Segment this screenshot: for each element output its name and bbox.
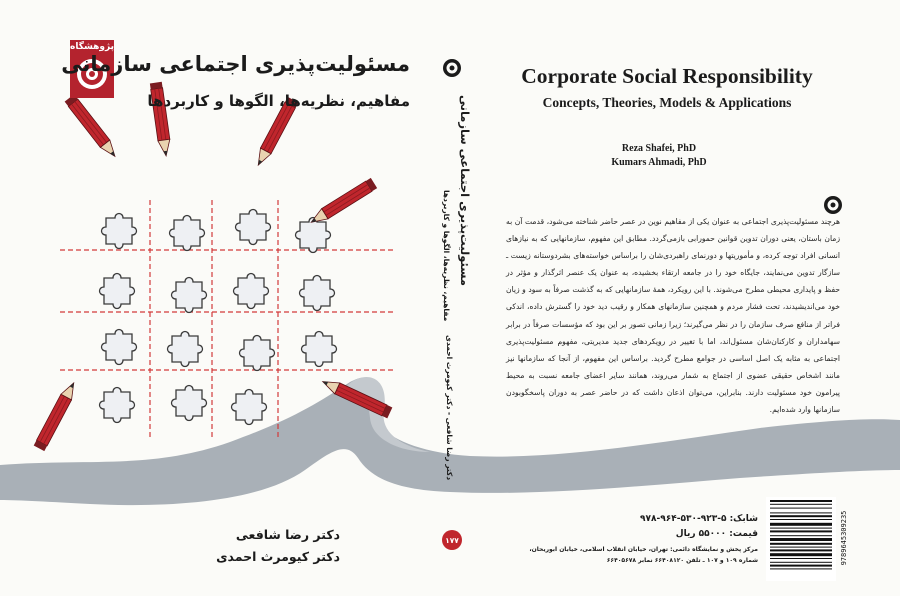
barcode-digits bbox=[838, 500, 850, 580]
spine-title: مسئولیت‌پذیری اجتماعی سازمانی bbox=[458, 95, 472, 286]
puzzle-piece-icon bbox=[102, 214, 137, 249]
publisher-name: پژوهشگاه bbox=[70, 42, 114, 52]
price-text: قیمت: ۵۵۰۰۰ ریال bbox=[675, 529, 758, 539]
puzzle-piece-icon bbox=[172, 386, 207, 421]
pencil-icon bbox=[308, 178, 377, 227]
puzzle-piece-icon bbox=[172, 278, 207, 313]
spine-number: ۱۷۷ bbox=[445, 536, 459, 545]
back-title-en: Corporate Social Responsibility bbox=[521, 64, 813, 88]
puzzle-piece-icon bbox=[234, 274, 269, 309]
back-author-2-en: Kumars Ahmadi, PhD bbox=[611, 157, 707, 168]
puzzle-piece-icon bbox=[302, 332, 337, 367]
spine-logo-icon bbox=[443, 59, 461, 77]
back-blurb: هرچند مسئولیت‌پذیری اجتماعی به عنوان یکی از مفاهیم نوین در عصر حاضر شناخته می‌شود، قدمت آن به زمان باستان، یعنی دوران تدوین قوانین حمورابی بازمی‌گردد. مطابق این مفهوم، سازمانهایی که به نیازهای انسانی افراد توجه کرده، و مأموریتها و دورنمای راهبردی‌شان را براساس خواسته‌های بشردوستانه زیست ـ سازگار تدوین می‌نمایند، جایگاه خود را در جامعه ارتقاء بخشیده، به عنوان یک عنصر اثرگذار و مؤثر در حفظ و پایداری محیطی مطرح می‌شوند. با این رویکرد، همهٔ سازمانهایی که به گذشت صرفاً به سود و زیان خود می‌اندیشیدند، تحت فشار مردم و همچنین سازمانهای همکار و رقیب دید خود را گسترش داده، اندکی فراتر از منافع صرف سازمان را در نظر می‌گیرند؛ زیرا زمانی تصور بر این بود که مؤسسات صرفاً در برابر سهامداران و کارکنان‌شان مسئول‌اند، اما با تغییر در رویکردهای جدید مدیریتی، مفهوم مسئولیت‌پذیری اجتماعی به مثابه یک اصل اساسی در جوامع مطرح گردید. براساس این مفهوم، از آنجا که سازمانها نیز مانند اشخاص حقیقی عضوی از اجتماع به شمار می‌روند، همانند سایر اعضای جامعه نسبت به محیط پیرامون خود مسئولیت دارند. بنابراین، می‌توان اذعان داشت که در حاضر عصر به دوران پاسخگوبودن سازمانها وارد شده‌ایم. bbox=[506, 217, 840, 415]
puzzle-piece-icon bbox=[168, 332, 203, 367]
puzzle-piece-icon bbox=[296, 218, 331, 253]
pencil-icon bbox=[65, 94, 120, 160]
address-line-1: مرکز پخش و نمایشگاه دائمی: تهران، خیابان انقلاب اسلامی، خیابان ابوریحان، bbox=[529, 546, 758, 553]
puzzle-piece-icon bbox=[236, 210, 271, 245]
back-logo-icon bbox=[824, 196, 842, 214]
barcode-number: 9789645309235 bbox=[840, 510, 848, 566]
puzzle-piece-icon bbox=[100, 274, 135, 309]
puzzle-piece-icon bbox=[300, 276, 335, 311]
front-subtitle: مفاهیم، نظریه‌ها، الگوها و کاربردها bbox=[147, 92, 410, 110]
puzzle-piece-icon bbox=[240, 336, 275, 371]
address-line-2: شماره ۱۰۹ و ۱۰۷ ـ تلفن ۶۶۴۰۸۱۲۰ نمابر ۶۶۴۰۵۶۷۸ bbox=[606, 557, 758, 564]
isbn-text: شابک: ۵-۹۲۳-۵۳۰-۹۶۴-۹۷۸ bbox=[640, 514, 758, 524]
back-subtitle-en: Concepts, Theories, Models & Applications bbox=[542, 95, 792, 110]
spine-authors: دکتر رضا شافعی - دکتر کیومرث احمدی bbox=[445, 335, 454, 481]
puzzle-piece-icon bbox=[232, 390, 267, 425]
puzzle-piece-icon bbox=[100, 388, 135, 423]
back-author-1-en: Reza Shafei, PhD bbox=[621, 143, 697, 154]
front-author-2: دکتر کیومرث احمدی bbox=[216, 549, 340, 564]
barcode-icon bbox=[766, 497, 836, 581]
spine-subtitle: مفاهیم، نظریه‌ها، الگوها و کاربردها bbox=[442, 190, 451, 322]
puzzle-piece-icon bbox=[170, 216, 205, 251]
puzzle-pieces bbox=[100, 210, 337, 425]
front-author-1: دکتر رضا شافعی bbox=[235, 527, 340, 542]
pencil-icon bbox=[34, 380, 79, 451]
front-title: مسئولیت‌پذیری اجتماعی سازمانی bbox=[61, 52, 410, 76]
puzzle-piece-icon bbox=[102, 330, 137, 365]
pencils bbox=[34, 82, 393, 451]
